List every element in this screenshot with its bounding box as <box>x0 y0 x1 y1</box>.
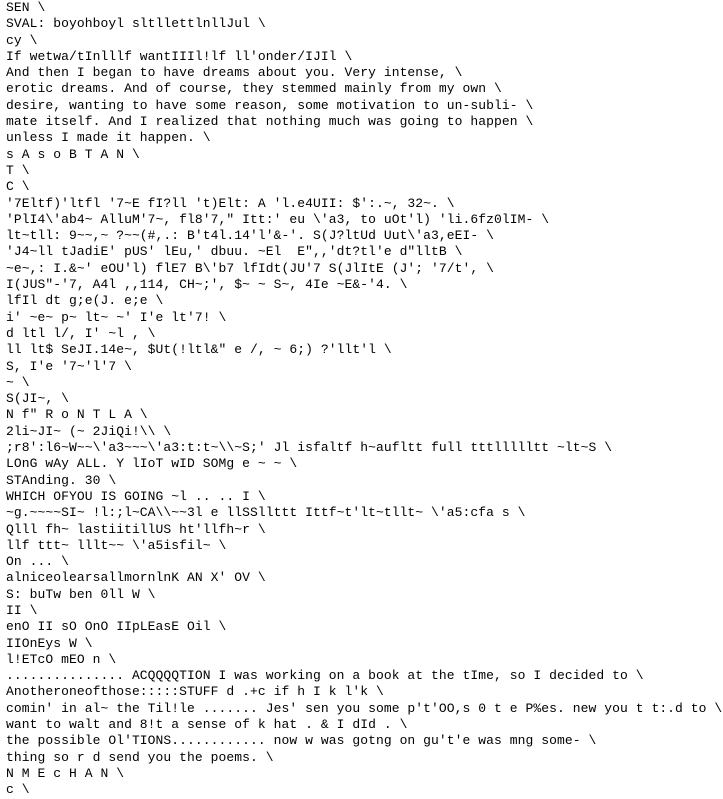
text-line: On ... \ <box>6 554 69 570</box>
text-line: T \ <box>6 162 30 178</box>
text-line: LOnG wAy ALL. Y lIoT wID SOMg e ~ ~ \ <box>6 456 298 472</box>
text-line: SEN \ <box>6 0 46 15</box>
text-line: I(JUS"-'7, A4l ,,114, CH~;', $~ ~ S~, 4Ie ~E&-'4. \ <box>6 277 408 293</box>
text-line: STAnding. 30 \ <box>6 472 117 488</box>
text-line: '7Eltf)'ltfl '7~E fI?ll 't)Elt: A 'l.e4UII: $':.~, 32~. \ <box>6 195 455 211</box>
text-line: enO II sO OnO IIpLEasE Oil \ <box>6 619 227 635</box>
text-line: C \ <box>6 179 30 195</box>
text-line: thing so r d send you the poems. \ <box>6 749 274 765</box>
text-line: lt~tll: 9~~,~ ?~~(#,.: B't4l.14'l'&-'. S(J?ltUd Uut\'a3,eEI- \ <box>6 228 495 244</box>
text-line: comin' in al~ the Til!le ....... Jes' sen you some p't'OO,s 0 t e P%es. new you t t:.d to \ <box>6 700 723 716</box>
text-line: ~e~,: I.&~' eOU'l) flE7 B\'b7 lfIdt(JU'7 S(JlItE (J'; '7/t', \ <box>6 260 495 276</box>
text-line: ~ \ <box>6 374 30 390</box>
text-line: N M E c H A N \ <box>6 765 125 781</box>
text-line: Anotheroneofthose:::::STUFF d .+c if h I k l'k \ <box>6 684 384 700</box>
text-line: erotic dreams. And of course, they stemmed mainly from my own \ <box>6 81 502 97</box>
text-line: 'J4~ll tJadiE' pUS' lEu,' dbuu. ~El E",,'dt?tl'e d"lltB \ <box>6 244 463 260</box>
text-line: ~g.~~~~SI~ !l:;l~CA\\~~3l e llSSllttt Ittf~t'lt~tllt~ \'a5:cfa s \ <box>6 505 526 521</box>
text-line: And then I began to have dreams about you. Very intense, \ <box>6 65 463 81</box>
text-line: ;r8':l6~W~~\'a3~~~\'a3:t:t~\\~S;' Jl isfaltf h~aufltt full tttllllltt ~lt~S \ <box>6 440 613 456</box>
text-line: ............... ACQQQQTION I was working on a book at the tIme, so I decided to \ <box>6 668 644 684</box>
text-line: S(JI~, \ <box>6 391 69 407</box>
text-line: d ltl l/, I' ~l , \ <box>6 325 156 341</box>
text-line: unless I made it happen. \ <box>6 130 211 146</box>
text-line: desire, wanting to have some reason, some motivation to un-subli- \ <box>6 97 534 113</box>
text-line: l!ETcO mEO n \ <box>6 651 117 667</box>
text-line: i' ~e~ p~ lt~ ~' I'e lt'7! \ <box>6 309 227 325</box>
text-line: cy \ <box>6 32 38 48</box>
text-line: want to walt and 8!t a sense of k hat . & I dId . \ <box>6 717 408 733</box>
text-line: N f" R o N T L A \ <box>6 407 148 423</box>
text-line: c \ <box>6 782 30 798</box>
text-line: SVAL: boyohboyl sltllettlnllJul \ <box>6 16 266 32</box>
text-line: S: buTw ben 0ll W \ <box>6 586 156 602</box>
text-line: mate itself. And I realized that nothing much was going to happen \ <box>6 114 534 130</box>
text-line: llf ttt~ lllt~~ \'a5isfil~ \ <box>6 537 227 553</box>
text-line: 2li~JI~ (~ 2JiQi!\\ \ <box>6 423 172 439</box>
text-line: If wetwa/tInlllf wantIIIl!lf ll'onder/IJIl \ <box>6 48 353 64</box>
text-line: S, I'e '7~'l'7 \ <box>6 358 132 374</box>
text-line: alniceolearsallmornlnK AN X' OV \ <box>6 570 266 586</box>
text-line: the possible Ol'TIONS............ now w was gotng on gu't'e was mng some- \ <box>6 733 597 749</box>
document-body <box>6 0 723 798</box>
text-line: 'PlI4\'ab4~ AlluM'7~, fl8'7," Itt:' eu \'a3, to uOt'l) 'li.6fz0lIM- \ <box>6 211 550 227</box>
text-line: Qlll fh~ lastiitillUS ht'llfh~r \ <box>6 521 266 537</box>
text-line: IIOnEys W \ <box>6 635 93 651</box>
text-line: ll lt$ SeJI.14e~, $Ut(!ltl&" e /, ~ 6;) ?'llt'l \ <box>6 342 392 358</box>
text-line: II \ <box>6 602 38 618</box>
text-line: s A s o B T A N \ <box>6 146 140 162</box>
text-line: lfIl dt g;e(J. e;e \ <box>6 293 164 309</box>
text-line: WHICH OFYOU IS GOING ~l .. .. I \ <box>6 488 266 504</box>
